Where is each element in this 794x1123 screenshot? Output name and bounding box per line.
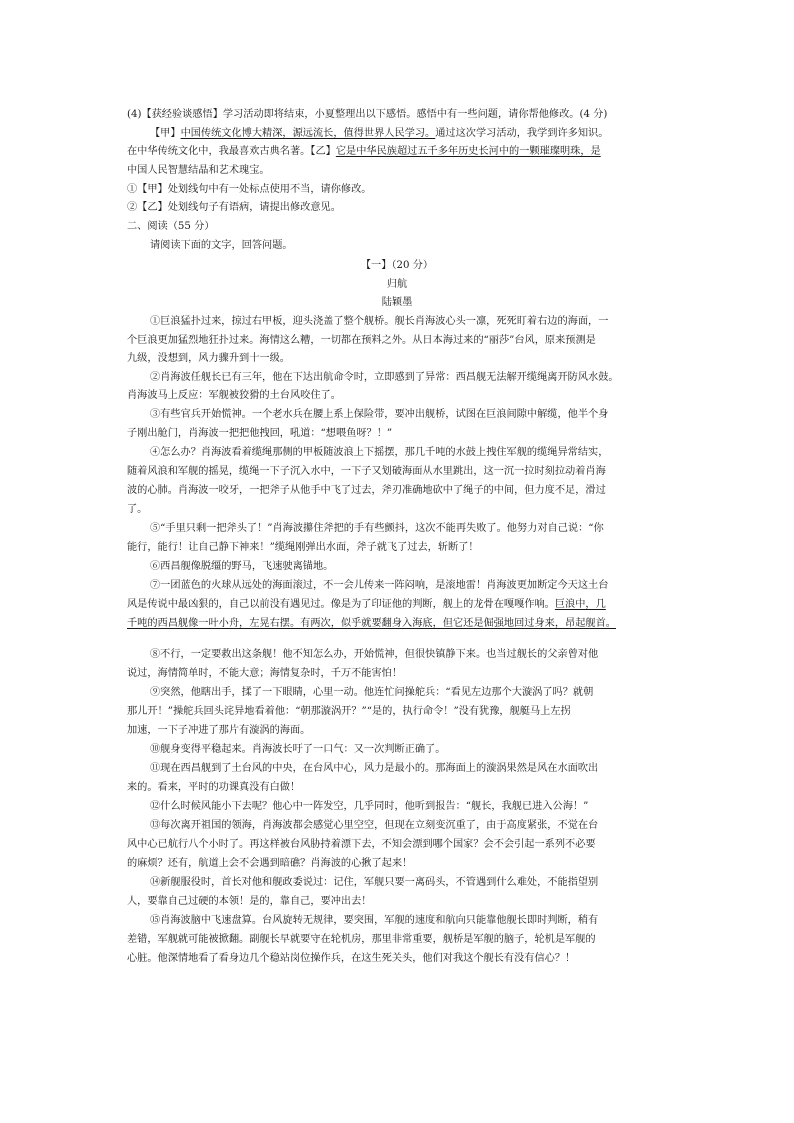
para-14-line-2: 人，要靠自己过硬的本领！是的，靠自己，要冲出去！ xyxy=(127,896,372,907)
sub-question-2: ②【乙】处划线句子有语病，请提出修改意见。 xyxy=(127,202,341,213)
sub-question-1: ①【甲】处划线句中有一处标点使用不当，请你修改。 xyxy=(127,184,372,195)
para-4-line-3: 波的心肺。肖海波一咬牙，一把斧子从他手中飞了过去，斧刃准确地砍中了绳子的中间，但力度不足，滑过 xyxy=(127,485,606,496)
para-4-line-4: 了。 xyxy=(127,504,148,515)
para-3-line-1: ③有些官兵开始慌神。一个老水兵在腰上系上保险带，要冲出舰桥，试图在巨浪间隙中解缆，他半个身 xyxy=(150,409,609,420)
para-14-line-1: ⑭新舰服役时，首长对他和舰政委说过：记住，军舰只要一离码头，不管遇到什么难处，不能指望别 xyxy=(150,877,599,888)
section-heading: 【一】（20 分） xyxy=(360,260,434,271)
reading-instruction: 请阅读下面的文字，回答问题。 xyxy=(150,240,293,251)
para-11-line-2: 来的。看来，平时的功课真没有白做！ xyxy=(127,782,301,793)
para-12: ⑫什么时候风能小下去呢？他心中一阵发空，几乎同时，他听到报告：“舰长，我舰已进入公海！” xyxy=(150,801,589,812)
question-4: (4)【获经验谈感悟】学习活动即将结束，小夏整理出以下感悟。感悟中有一些问题，请你帮他修改。(4 分) xyxy=(127,109,608,120)
para-9-line-1: ⑨突然，他瞎出手，揉了一下眼睛，心里一动。他连忙问操舵兵：“看见左边那个大漩涡了吗？就朝 xyxy=(150,687,594,698)
para-13-line-3: 的麻烦？还有，航道上会不会遇到暗礁？肖海波的心揪了起来！ xyxy=(127,858,413,869)
para-1-line-2: 个巨浪更加猛烈地狂扑过来。海情这么糟，一切都在预料之外。从日本海过来的“丽莎”台风，原来预测是 xyxy=(127,335,596,346)
para-6: ⑥西昌舰像脱缰的野马，飞速驶离锚地。 xyxy=(150,561,334,572)
para-1-line-1: ①巨浪猛扑过来，掠过右甲板，迎头浇盖了整个舰桥。舰长肖海波心头一凛，死死盯着右边的海面，一 xyxy=(150,316,609,327)
yi-line xyxy=(127,145,667,159)
para-3-line-2: 子刚出舱门，肖海波一把把他拽回，吼道：“想喂鱼呀？！” xyxy=(127,428,393,439)
reading-heading: 二、阅读（55 分） xyxy=(127,221,215,232)
para-11-line-1: ⑪现在西昌舰到了土台风的中央，在台风中心，风力是最小的。那海面上的漩涡果然是风在水面吹出 xyxy=(150,763,599,774)
para-13-line-1: ⑬每次离开祖国的领海，肖海波都会感觉心里空空，但现在立刻变沉重了，由于高度紧张，不觉在台 xyxy=(150,820,599,831)
para-5-line-1: ⑤“手里只剩一把斧头了！”肖海波攥住斧把的手有些颤抖，这次不能再失败了。他努力对自己说：“你 xyxy=(150,523,604,534)
para-9-line-2: 那儿开！”操舵兵回头诧异地看着他：“朝那漩涡开？”“是的，执行命令！”没有犹豫，舰艇马上左拐 xyxy=(127,706,571,717)
para-4-line-1: ④怎么办？肖海波看着缆绳那侧的甲板随波浪上下摇摆，那几千吨的水鼓上拽住军舰的缆绳异常结实， xyxy=(150,447,609,458)
yi-underlined-sentence: 它是中华民族超过五千多年历史长河中的一颗璀璨明珠，是 xyxy=(335,146,601,157)
para-9-line-3: 加速，一下子冲进了那片有漩涡的海面。 xyxy=(127,725,311,736)
para-15-line-3: 心脏。他深情地看了看身边几个稳站岗位操作兵，在这生死关头，他们对我这个舰长有没有信心？！ xyxy=(127,953,576,964)
jia-label: 【甲】 xyxy=(150,128,181,139)
para-7-line-2 xyxy=(127,598,667,612)
para-7-underlined-sentence: 千吨的西昌舰像一叶小舟，左晃右摆。有两次，似乎就要翻身入海底，但它还是倔强地回过身来，昂起舰首。 xyxy=(127,618,616,629)
yi-head: 在中华传统文化中，我最喜欢古典名著。【乙】 xyxy=(127,146,336,157)
para-4-line-2: 随着风浪和军舰的摇晃，缆绳一下子沉入水中，一下子又划破海面从水里跳出，这一沉一拉时刻拉动着肖海 xyxy=(127,466,606,477)
article-title: 归航 xyxy=(386,279,408,290)
para-7-underlined-start: 巨浪中，几 xyxy=(554,599,606,610)
jia-underlined-sentence: 中国传统文化博大精深，源远流长，值得世界人民学习。 xyxy=(180,128,436,139)
para-7-line-1: ⑦一团蓝色的火球从远处的海面滚过，不一会儿传来一阵闷响，是滚地雷！肖海波更加断定今天这土台 xyxy=(150,580,609,591)
para-2-line-1: ②肖海波任舰长已有三年，他在下达出航命令时，立即感到了异常：西昌舰无法解开缆绳离开防风水鼓。 xyxy=(150,372,619,383)
jia-line xyxy=(150,127,690,141)
para-8-line-2: 说过，海情简单时，不能大意；海情复杂时，千万不能害怕！ xyxy=(127,668,403,679)
article-author: 陆颖墨 xyxy=(381,297,413,308)
para-2-line-2: 肖海波马上反应：军舰被狡猾的土台风咬住了。 xyxy=(127,390,341,401)
para-8-line-1: ⑧不行，一定要救出这条舰！他不知怎么办，开始慌神，但很快镇静下来。也当过舰长的父亲曾对他 xyxy=(150,649,599,660)
para-7-line-2-text: 风是传说中最凶狠的，自己以前没有遇见过。像是为了印证他的判断，舰上的龙骨在嘎嘎作响。 xyxy=(127,599,555,610)
jia-tail: 通过这次学习活动，我学到许多知识。 xyxy=(435,128,609,139)
para-5-line-2: 能行，能行！让自己静下神来！”缆绳刚弹出水面，斧子就飞了过去，斩断了！ xyxy=(127,542,479,553)
para-1-line-3: 九级，没想到，风力骤升到十一级。 xyxy=(127,353,290,364)
para-10: ⑩舰身变得平稳起来。肖海波长吁了一口气：又一次判断正确了。 xyxy=(150,744,446,755)
para-15-line-1: ⑮肖海波脑中飞速盘算。台风旋转无规律，要突围，军舰的速度和航向只能靠他舰长即时判断，稍有 xyxy=(150,915,599,926)
para-13-line-2: 风中心已航行八个小时了。再这样被台风胁持着漂下去，不知会漂到哪个国家？会不会引起一系列不必要 xyxy=(127,839,596,850)
para-15-line-2: 差错，军舰就可能被掀翻。副舰长早就要守在轮机房，那里非常重要，舰桥是军舰的脑子，轮机是军舰的 xyxy=(127,934,596,945)
yi-line-end: 中国人民智慧结晶和艺术瑰宝。 xyxy=(127,165,270,176)
